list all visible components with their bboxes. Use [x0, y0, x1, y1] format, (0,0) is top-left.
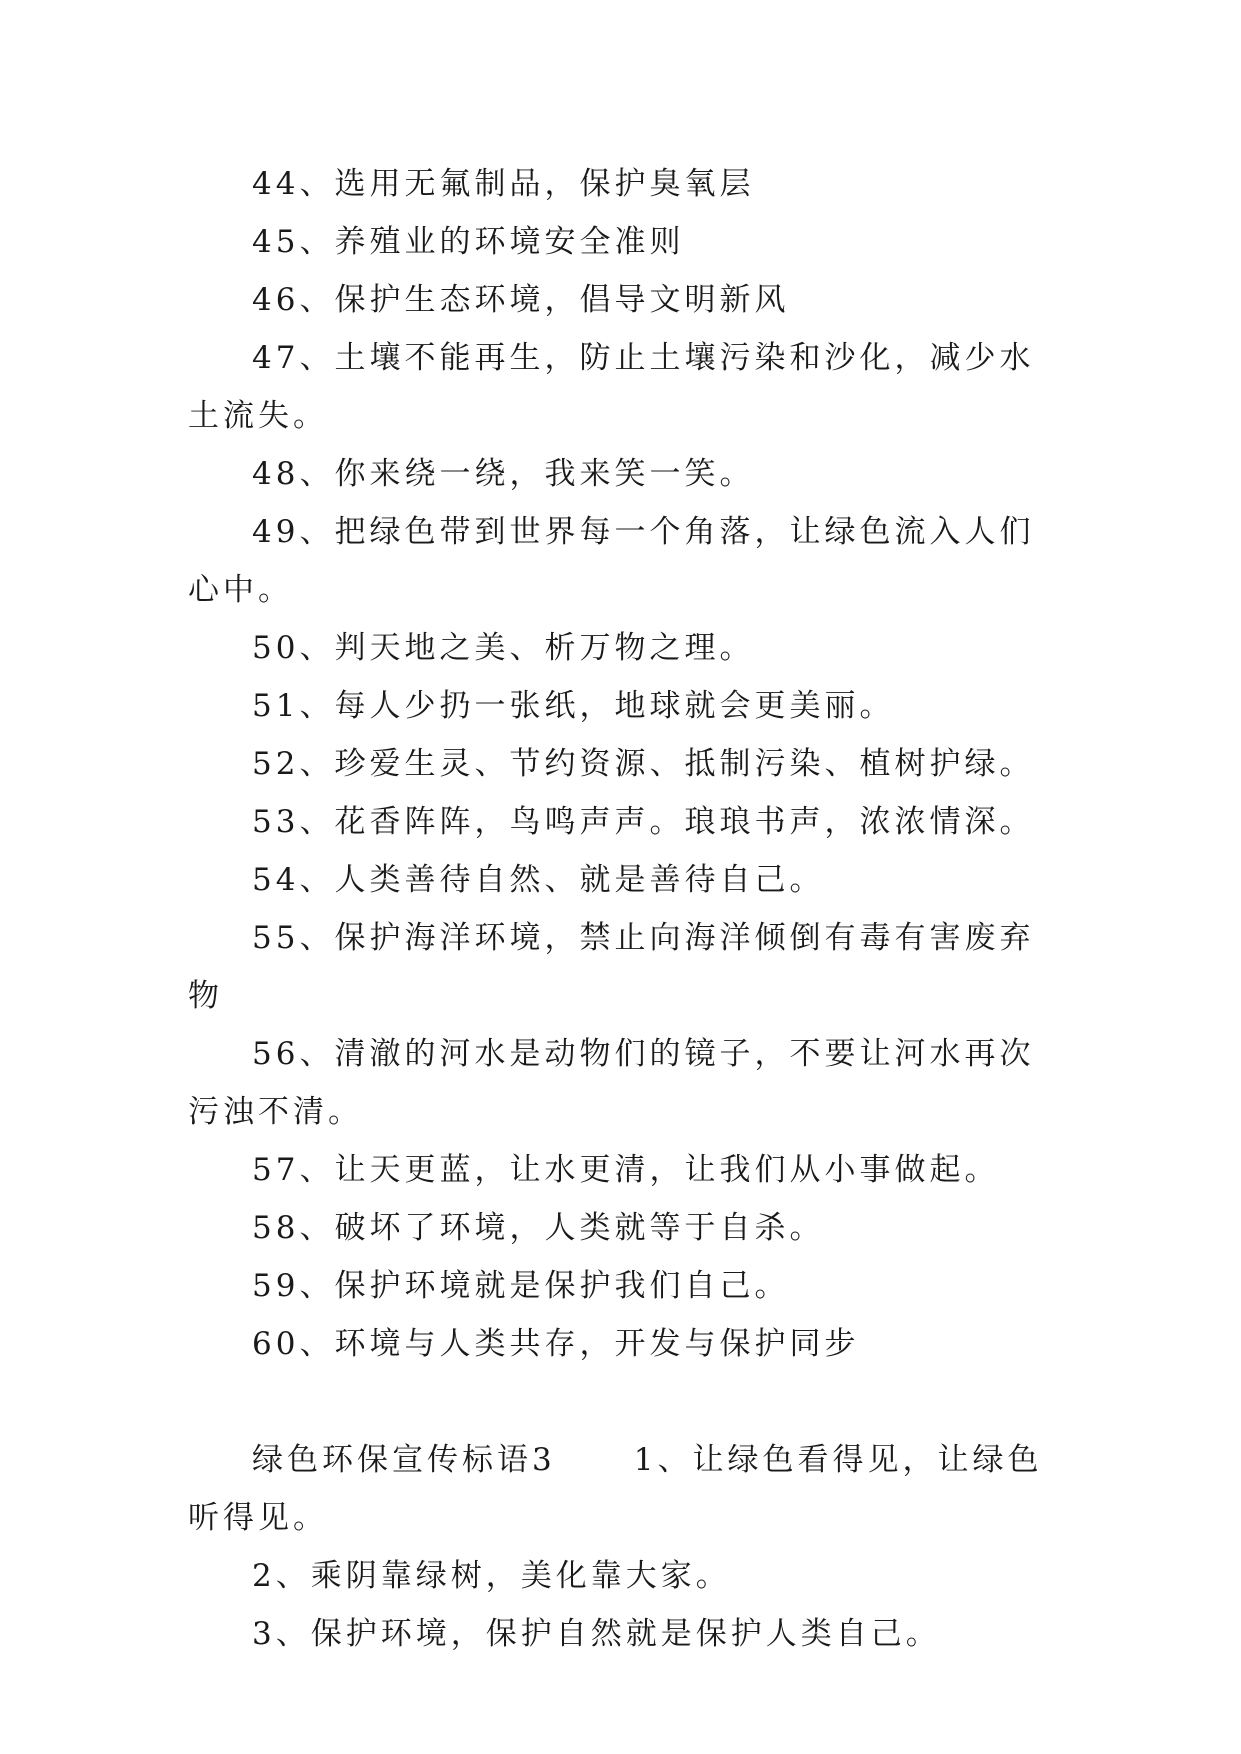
slogan-49: 49、把绿色带到世界每一个角落，让绿色流入人们心中。: [188, 514, 1035, 608]
slogan-54: 54、人类善待自然、就是善待自己。: [252, 862, 825, 898]
slogan-56: 56、清澈的河水是动物们的镜子，不要让河水再次污浊不清。: [188, 1036, 1035, 1130]
slogan-52: 52、珍爱生灵、节约资源、抵制污染、植树护绿。: [252, 746, 1035, 782]
section-slogan-3: 3、保护环境，保护自然就是保护人类自己。: [252, 1616, 941, 1652]
slogan-48: 48、你来绕一绕，我来笑一笑。: [252, 456, 755, 492]
slogan-45: 45、养殖业的环境安全准则: [252, 224, 685, 260]
slogan-50: 50、判天地之美、析万物之理。: [252, 630, 755, 666]
section-slogan-1: 1、让绿色看得见，让绿色听得见。: [188, 1442, 1043, 1536]
slogan-60: 60、环境与人类共存，开发与保护同步: [252, 1326, 860, 1362]
slogan-57: 57、让天更蓝，让水更清，让我们从小事做起。: [252, 1152, 1000, 1188]
slogan-47: 47、土壤不能再生，防止土壤污染和沙化，减少水土流失。: [188, 340, 1035, 434]
slogan-44: 44、选用无氟制品，保护臭氧层: [252, 166, 755, 202]
slogan-58: 58、破坏了环境，人类就等于自杀。: [252, 1210, 825, 1246]
section-slogan-2: 2、乘阴靠绿树，美化靠大家。: [252, 1558, 731, 1594]
section-spacer: [188, 1373, 1058, 1431]
slogan-46: 46、保护生态环境，倡导文明新风: [252, 282, 790, 318]
slogan-59: 59、保护环境就是保护我们自己。: [252, 1268, 790, 1304]
slogan-51: 51、每人少扔一张纸，地球就会更美丽。: [252, 688, 895, 724]
slogan-55: 55、保护海洋环境，禁止向海洋倾倒有毒有害废弃物: [188, 920, 1035, 1014]
slogan-53: 53、花香阵阵，鸟鸣声声。琅琅书声，浓浓情深。: [252, 804, 1035, 840]
section-heading-paragraph: [188, 1431, 1058, 1547]
section-title: 绿色环保宣传标语3: [252, 1442, 556, 1478]
document-body: [188, 155, 1058, 1663]
